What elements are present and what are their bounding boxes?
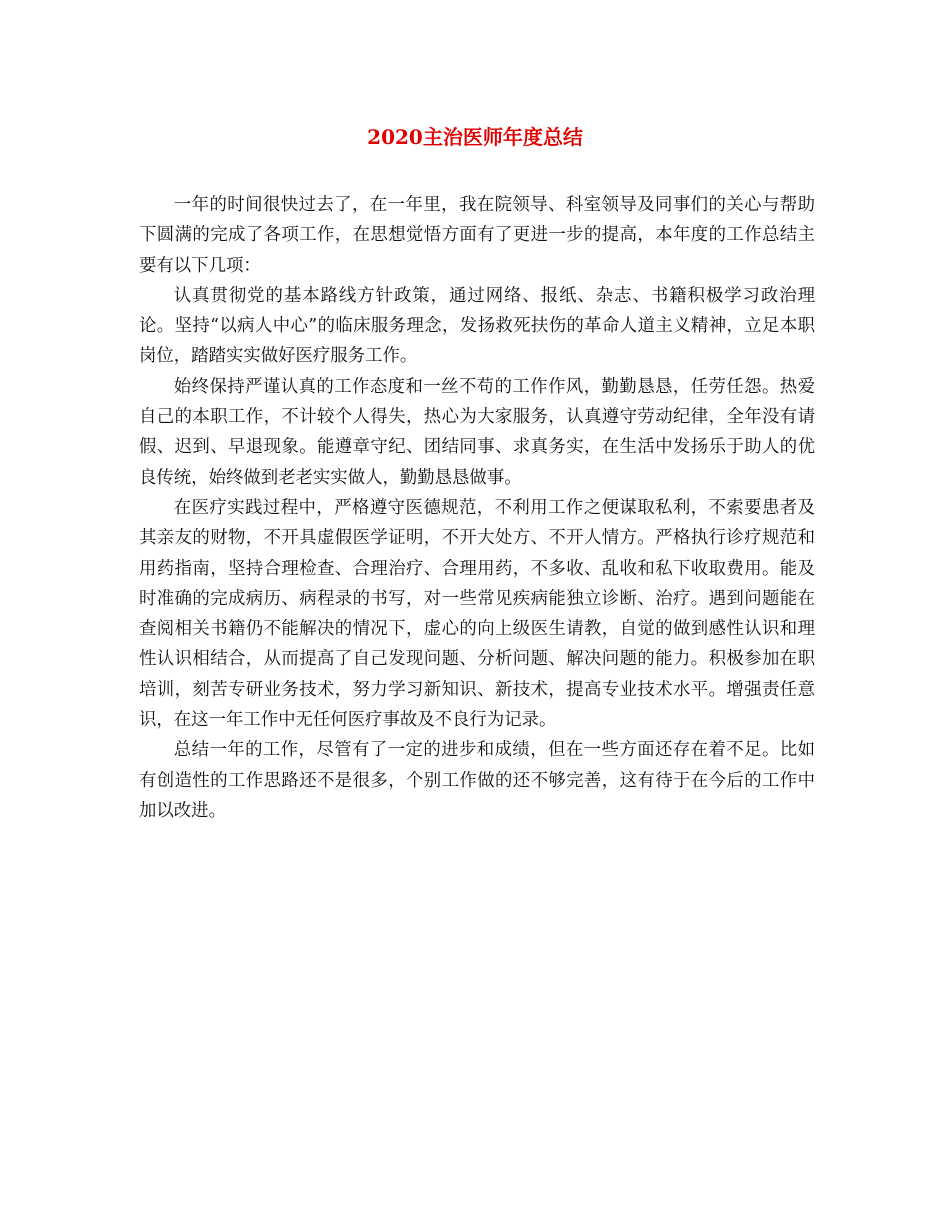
paragraph-intro: 一年的时间很快过去了，在一年里，我在院领导、科室领导及同事们的关心与帮助下圆满的完成了各项工作，在思想觉悟方面有了更进一步的提高，本年度的工作总结主要有以下几项： xyxy=(139,195,815,276)
document-title: 2020主治医师年度总结 xyxy=(367,125,583,149)
paragraph-shortcomings: 总结一年的工作，尽管有了一定的进步和成绩，但在一些方面还存在着不足。比如有创造性的工作思路还不是很多，个别工作做的还不够完善，这有待于在今后的工作中加以改进。 xyxy=(139,740,815,821)
paragraph-political-study: 认真贯彻党的基本路线方针政策，通过网络、报纸、杂志、书籍积极学习政治理论。坚持“以病人中心”的临床服务理念，发扬救死扶伤的革命人道主义精神，立足本职岗位，踏踏实实做好医疗服务工作。 xyxy=(139,285,815,367)
paragraph-medical-practice: 在医疗实践过程中，严格遵守医德规范，不利用工作之便谋取私利，不索要患者及其亲友的财物，不开具虚假医学证明，不开大处方、不开人情方。严格执行诊疗规范和用药指南，坚持合理检查、合理治疗、合理用药，不多收、乱收和私下收取费用。能及时准确的完成病历、病程录的书写，对一些常见疾病能独立诊断、治疗。遇到问题能在查阅相关书籍仍不能解决的情况下，虚心的向上级医生请教，自觉的做到感性认识和理性认识相结合，从而提高了自己发现问题、分析问题、解决问题的能力。积极参加在职培训，刻苦专研业务技术，努力学习新知识、新技术，提高专业技术水平。增强责任意识，在这一年工作中无任何医疗事故及不良行为记录。 xyxy=(139,497,815,731)
document-body xyxy=(139,190,815,826)
paragraph-work-attitude: 始终保持严谨认真的工作态度和一丝不苟的工作作风，勤勤恳恳，任劳任怨。热爱自己的本职工作，不计较个人得失，热心为大家服务，认真遵守劳动纪律，全年没有请假、迟到、早退现象。能遵章守纪、团结同事、求真务实，在生活中发扬乐于助人的优良传统，始终做到老老实实做人，勤勤恳恳做事。 xyxy=(139,376,815,488)
